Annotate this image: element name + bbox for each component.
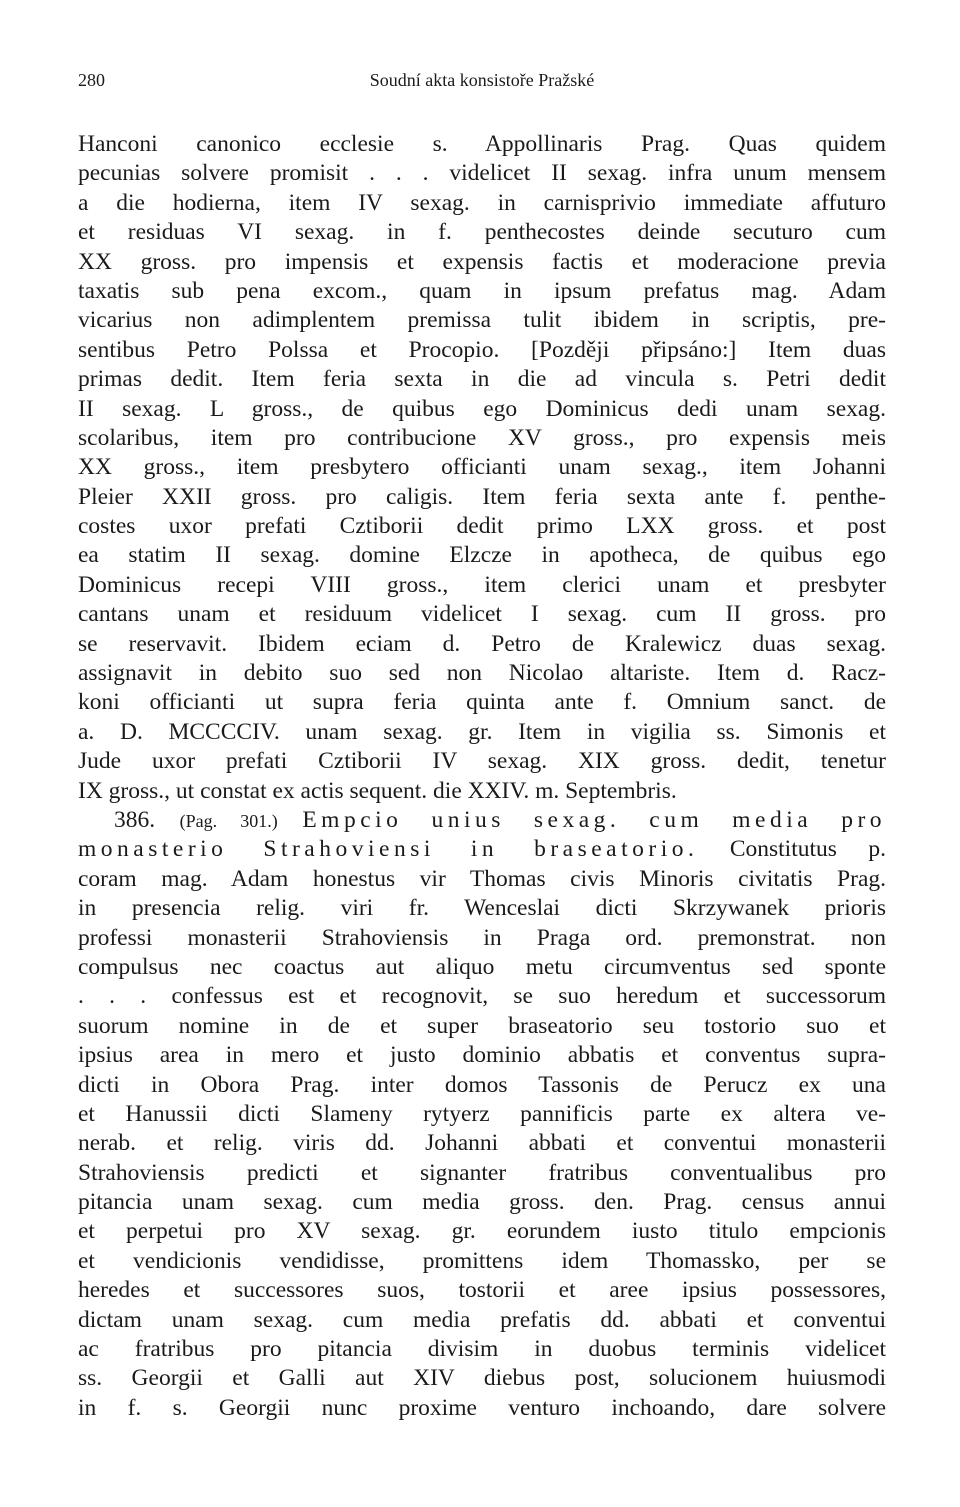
entry-number: 386. bbox=[114, 806, 156, 833]
page-reference: (Pag. 301.) bbox=[179, 810, 278, 831]
text-line: se reservavit. Ibidem eciam d. Petro de Kralewicz duas sexag. bbox=[78, 630, 886, 657]
text-line: dicti in Obora Prag. inter domos Tassonis de Perucz ex una bbox=[78, 1071, 886, 1098]
text-line: ea statim II sexag. domine Elzcze in apotheca, de quibus ego bbox=[78, 542, 886, 569]
text-line: coram mag. Adam honestus vir Thomas civis Minoris civitatis Prag. bbox=[78, 865, 886, 892]
body-text bbox=[78, 130, 886, 1423]
text-line: ac fratribus pro pitancia divisim in duobus terminis videlicet bbox=[78, 1336, 886, 1363]
text-line: costes uxor prefati Cztiborii dedit primo LXX gross. et post bbox=[78, 513, 886, 540]
text-line: assignavit in debito suo sed non Nicolao altariste. Item d. Racz- bbox=[78, 660, 886, 687]
entry-heading-386-cont bbox=[78, 835, 886, 864]
text-line: ss. Georgii et Galli aut XIV diebus post, solucionem huiusmodi bbox=[78, 1365, 886, 1392]
entry-text-start: Constitutus p. bbox=[729, 836, 886, 863]
text-line: . . . confessus est et recognovit, se suo heredum et successorum bbox=[78, 983, 886, 1010]
text-line: Hanconi canonico ecclesie s. Appollinaris Prag. Quas quidem bbox=[78, 131, 886, 157]
text-line: Jude uxor prefati Cztiborii IV sexag. XIX gross. dedit, tenetur bbox=[78, 748, 886, 775]
text-line: XX gross., item presbytero officianti unam sexag., item Johanni bbox=[78, 454, 886, 481]
page-header bbox=[78, 70, 886, 100]
text-line: pecunias solvere promisit . . . videlicet II sexag. infra unum mensem bbox=[78, 160, 886, 187]
text-line: heredes et successores suos, tostorii et aree ipsius possessores, bbox=[78, 1277, 886, 1304]
text-line: IX gross., ut constat ex actis sequent. die XXIV. m. Septembris. bbox=[78, 777, 677, 804]
text-line: a. D. MCCCCIV. unam sexag. gr. Item in vigilia ss. Simonis et bbox=[78, 718, 886, 745]
page-number: 280 bbox=[78, 70, 105, 90]
text-line: et perpetui pro XV sexag. gr. eorundem iusto titulo empcionis bbox=[78, 1218, 886, 1245]
entry-heading-386 bbox=[78, 806, 886, 835]
text-line: scolaribus, item pro contribucione XV gross., pro expensis meis bbox=[78, 424, 886, 451]
text-line: professi monasterii Strahoviensis in Praga ord. premonstrat. non bbox=[78, 924, 886, 951]
text-line: et Hanussii dicti Slameny rytyerz pannificis parte ex altera ve- bbox=[78, 1100, 886, 1127]
text-line: cantans unam et residuum videlicet I sexag. cum II gross. pro bbox=[78, 601, 886, 628]
text-line: vicarius non adimplentem premissa tulit ibidem in scriptis, pre- bbox=[78, 307, 886, 334]
text-line: primas dedit. Item feria sexta in die ad vincula s. Petri dedit bbox=[78, 366, 886, 393]
text-line: Dominicus recepi VIII gross., item clerici unam et presbyter bbox=[78, 571, 886, 598]
text-line: dictam unam sexag. cum media prefatis dd. abbati et conventui bbox=[78, 1306, 886, 1333]
text-line: et vendicionis vendidisse, promittens idem Thomassko, per se bbox=[78, 1247, 886, 1274]
text-line: Pleier XXII gross. pro caligis. Item feria sexta ante f. penthe- bbox=[78, 483, 886, 510]
text-line: sentibus Petro Polssa et Procopio. [Později připsáno:] Item duas bbox=[78, 336, 886, 363]
entry-title-cont: monasterio Strahoviensi in braseatorio. bbox=[78, 836, 699, 863]
text-line: taxatis sub pena excom., quam in ipsum prefatus mag. Adam bbox=[78, 277, 886, 304]
text-line: suorum nomine in de et super braseatorio seu tostorio suo et bbox=[78, 1012, 886, 1039]
text-line: in presencia relig. viri fr. Wenceslai dicti Skrzywanek prioris bbox=[78, 895, 886, 922]
text-line: pitancia unam sexag. cum media gross. den. Prag. census annui bbox=[78, 1189, 886, 1216]
text-line: II sexag. L gross., de quibus ego Dominicus dedi unam sexag. bbox=[78, 395, 886, 422]
text-line: in f. s. Georgii nunc proxime venturo inchoando, dare solvere bbox=[78, 1394, 886, 1421]
text-line: nerab. et relig. viris dd. Johanni abbati et conventui monasterii bbox=[78, 1130, 886, 1157]
text-line: a die hodierna, item IV sexag. in carnisprivio immediate affuturo bbox=[78, 189, 886, 216]
text-line: Strahoviensis predicti et signanter fratribus conventualibus pro bbox=[78, 1159, 886, 1186]
text-line: koni officianti ut supra feria quinta ante f. Omnium sanct. de bbox=[78, 689, 886, 716]
text-line: XX gross. pro impensis et expensis factis et moderacione previa bbox=[78, 248, 886, 275]
text-line: et residuas VI sexag. in f. penthecostes deinde secuturo cum bbox=[78, 219, 886, 246]
text-line: compulsus nec coactus aut aliquo metu circumventus sed sponte bbox=[78, 953, 886, 980]
text-line: ipsius area in mero et justo dominio abbatis et conventus supra- bbox=[78, 1042, 886, 1069]
running-title: Soudní akta konsistoře Pražské bbox=[369, 70, 595, 90]
entry-title: Empcio unius sexag. cum media pro bbox=[302, 806, 886, 833]
